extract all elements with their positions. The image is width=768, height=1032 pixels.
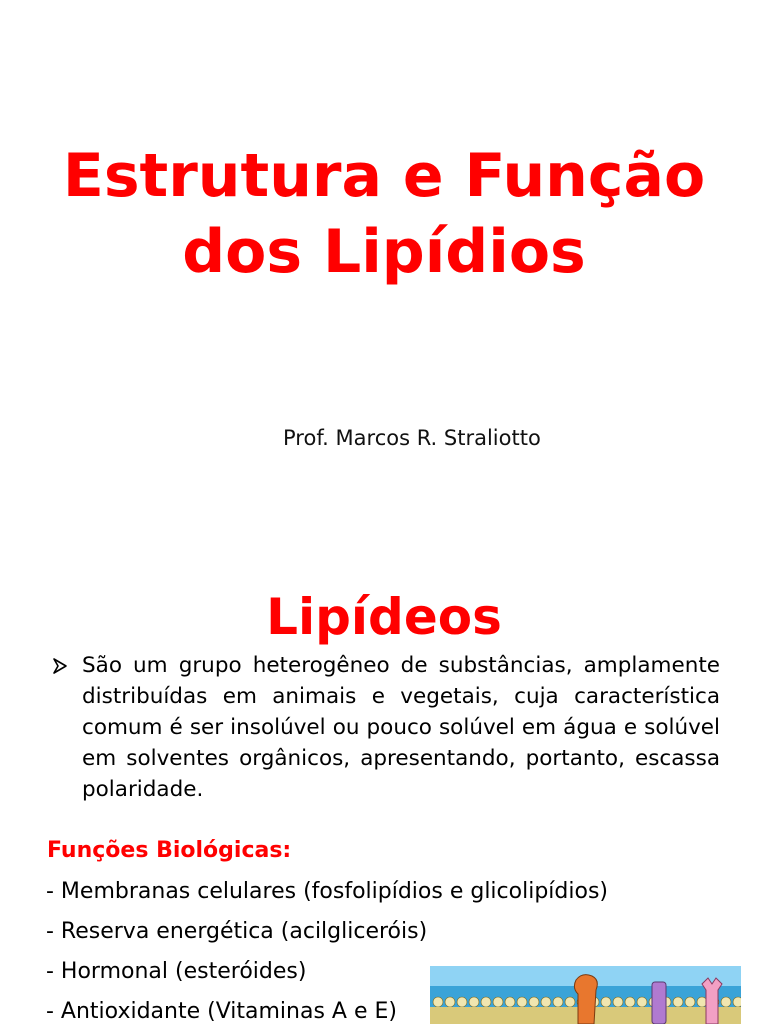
list-item: - Reserva energética (acilgliceróis) xyxy=(46,919,428,944)
membrane-protein-orange xyxy=(574,975,597,1024)
definition-paragraph: São um grupo heterogêneo de substâncias, amplamente distribuídas em animais e vegetais, cuja característica comum é ser insolúvel ou pouco solúvel em água e solúvel em solventes orgânicos, apresentando, portanto, escassa polaridade. xyxy=(82,653,720,802)
list-item: - Membranas celulares (fosfolipídios e glicolipídios) xyxy=(46,879,608,904)
arrow-bullet-icon xyxy=(52,656,68,676)
functions-heading: Funções Biológicas: xyxy=(47,838,292,863)
title-line-2: dos Lipídios xyxy=(182,217,586,287)
section-heading: Lipídeos xyxy=(266,588,502,646)
list-item: - Hormonal (esteróides) xyxy=(46,959,307,984)
slide-title xyxy=(0,138,768,290)
cell-membrane-illustration xyxy=(430,966,741,1024)
title-line-1: Estrutura e Função xyxy=(62,141,706,211)
author-name: Prof. Marcos R. Straliotto xyxy=(283,426,541,450)
membrane-protein-purple xyxy=(652,982,666,1024)
list-item: - Antioxidante (Vitaminas A e E) xyxy=(46,999,397,1024)
